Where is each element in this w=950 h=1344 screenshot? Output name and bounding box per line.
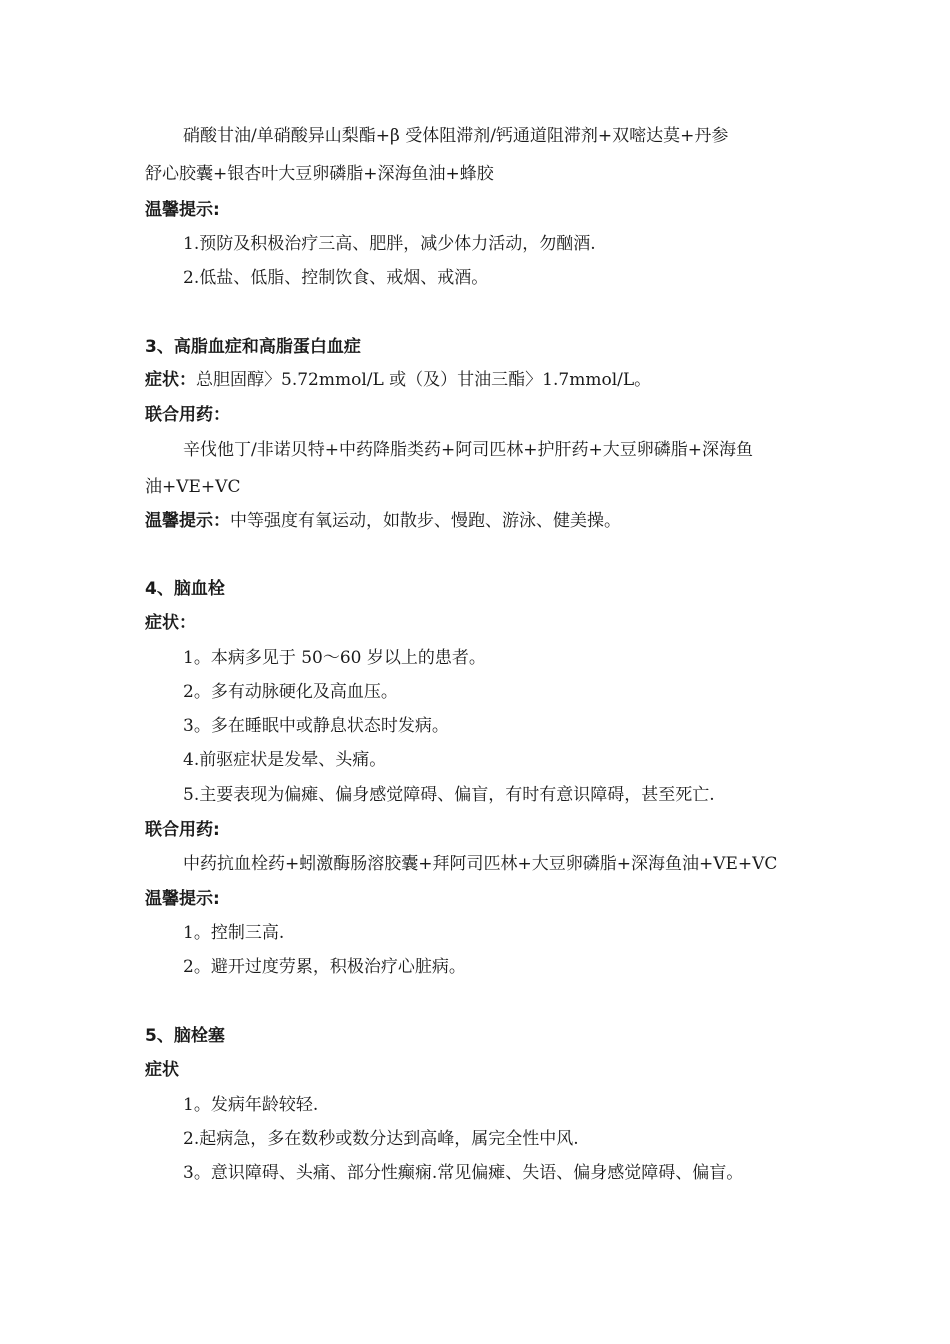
symptom-label: 症状： [145,370,196,390]
symptom-item: 5.主要表现为偏瘫、偏身感觉障碍、偏盲，有时有意识障碍，甚至死亡. [183,785,715,805]
tips-label: 温馨提示： [145,511,230,531]
drug-text: 硝酸甘油/单硝酸异山梨酯+β 受体阻滞剂/钙通道阻滞剂+双嘧达莫+丹参 [183,126,729,146]
drug-text: 舒心胶囊+银杏叶大豆卵磷脂+深海鱼油+蜂胶 [145,164,494,184]
symptom-item: 3。多在睡眠中或静息状态时发病。 [183,716,449,736]
symptom-item: 2.起病急，多在数秒或数分达到高峰，属完全性中风. [183,1129,579,1149]
symptom-text: 总胆固醇〉5.72mmol/L 或（及）甘油三酯〉1.7mmol/L。 [196,370,652,390]
tip-item: 2。避开过度劳累，积极治疗心脏病。 [183,957,466,977]
drug-text: 油+VE+VC [145,477,241,497]
symptom-item: 4.前驱症状是发晕、头痛。 [183,750,387,770]
symptom-item: 1。本病多见于 50～60 岁以上的患者。 [183,648,486,668]
tip-item: 1。控制三高. [183,923,285,943]
symptom-label: 症状： [145,613,196,633]
symptom-item: 1。发病年龄较轻. [183,1095,319,1115]
tips-label: 温馨提示: [145,889,220,909]
tip-item: 2.低盐、低脂、控制饮食、戒烟、戒酒。 [183,268,489,288]
section-heading: 5、脑栓塞 [145,1026,225,1046]
section-heading: 4、脑血栓 [145,579,225,599]
drug-label: 联合用药: [145,820,220,840]
tip-item: 1.预防及积极治疗三高、肥胖，减少体力活动，勿酗酒. [183,234,596,254]
symptom-label: 症状 [145,1060,179,1080]
symptom-paragraph [145,368,651,392]
tips-text: 中等强度有氧运动，如散步、慢跑、游泳、健美操。 [230,511,621,531]
section-heading: 3、高脂血症和高脂蛋白血症 [145,337,361,357]
drug-text: 辛伐他丁/非诺贝特+中药降脂类药+阿司匹林+护肝药+大豆卵磷脂+深海鱼 [183,440,753,460]
symptom-item: 2。多有动脉硬化及高血压。 [183,682,398,702]
symptom-item: 3。意识障碍、头痛、部分性癫痫.常见偏瘫、失语、偏身感觉障碍、偏盲。 [183,1163,744,1183]
tips-label: 温馨提示: [145,200,220,220]
tips-paragraph [145,509,621,533]
drug-text: 中药抗血栓药+蚓激酶肠溶胶囊+拜阿司匹林+大豆卵磷脂+深海鱼油+VE+VC [183,854,778,874]
drug-label: 联合用药： [145,405,230,425]
